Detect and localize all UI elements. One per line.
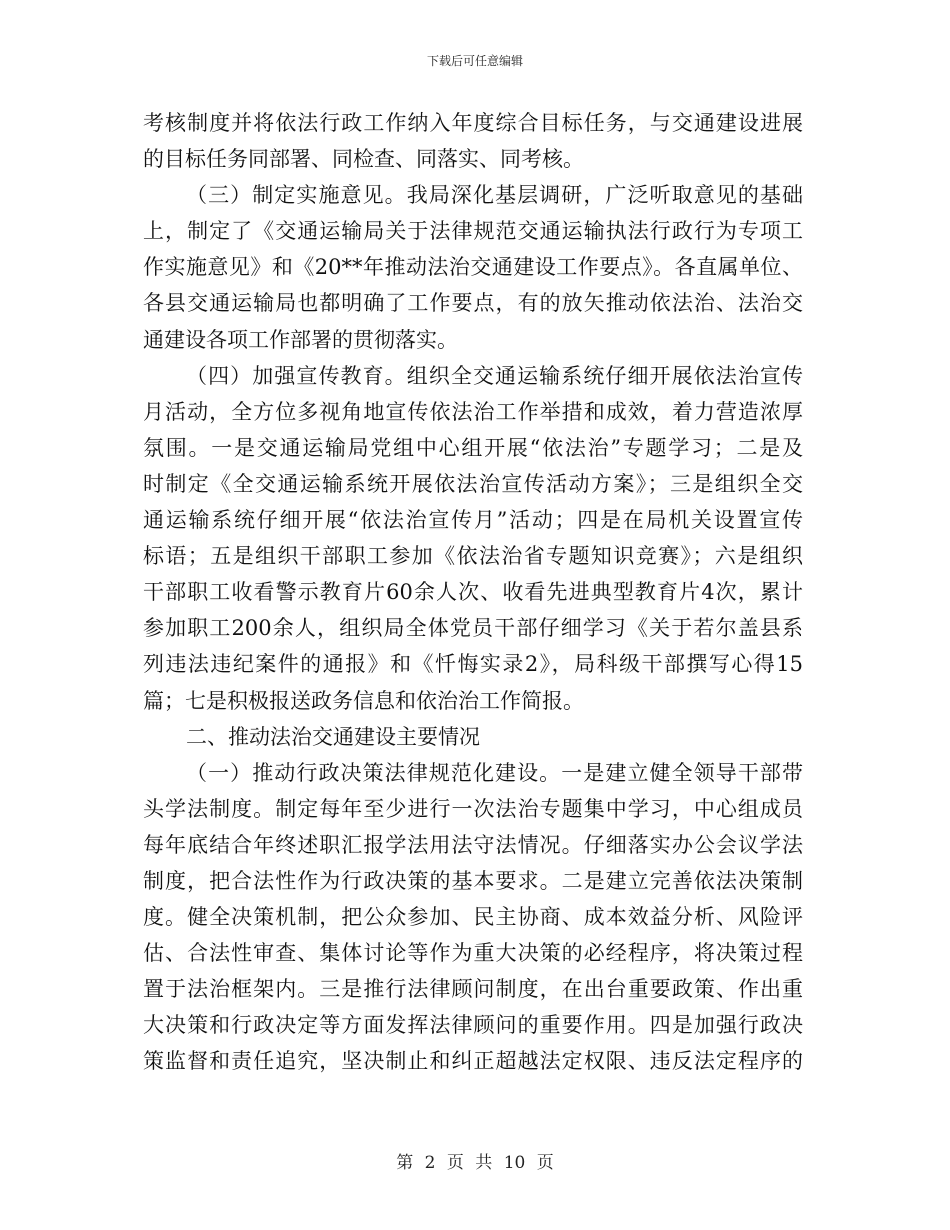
text-line: 通运输系统仔细开展“依法治宣传月”活动；四是在局机关设置宣传 bbox=[143, 508, 803, 533]
text-line: 上，制定了《交通运输局关于法律规范交通运输执法行政行为专项工 bbox=[143, 219, 803, 244]
text-line: 大决策和行政决定等方面发挥法律顾问的重要作用。四是加强行政决 bbox=[143, 1013, 803, 1038]
text-line: 考核制度并将依法行政工作纳入年度综合目标任务，与交通建设进展 bbox=[143, 111, 803, 135]
text-line: 置于法治框架内。三是推行法律顾问制度，在出台重要政策、作出重 bbox=[143, 977, 803, 1002]
section-heading: 二、推动法治交通建设主要情况 bbox=[186, 724, 480, 749]
page-footer: 第 2 页 共 10 页 bbox=[396, 1153, 554, 1173]
text-line: （三）制定实施意见。我局深化基层调研，广泛听取意见的基础 bbox=[186, 183, 803, 208]
text-line: 氛围。一是交通运输局党组中心组开展“依法治”专题学习；二是及 bbox=[143, 435, 803, 460]
text-line: 参加职工200余人，组织局全体党员干部仔细学习《关于若尔盖县系 bbox=[143, 616, 803, 641]
text-line: 篇；七是积极报送政务信息和依治治工作简报。 bbox=[143, 688, 584, 713]
document-body bbox=[143, 105, 803, 1080]
text-line: （一）推动行政决策法律规范化建设。一是建立健全领导干部带 bbox=[186, 760, 803, 785]
text-line: 估、合法性审查、集体讨论等作为重大决策的必经程序，将决策过程 bbox=[143, 941, 803, 966]
text-line: 干部职工收看警示教育片60余人次、收看先进典型教育片4次，累计 bbox=[143, 580, 803, 605]
text-line: 标语；五是组织干部职工参加《依法治省专题知识竞赛》；六是组织 bbox=[143, 544, 803, 569]
text-line: 制度，把合法性作为行政决策的基本要求。二是建立完善依法决策制 bbox=[143, 868, 803, 893]
text-line: 列违法违纪案件的通报》和《忏悔实录2》，局科级干部撰写心得15 bbox=[143, 652, 803, 677]
text-line: 月活动，全方位多视角地宣传依法治工作举措和成效，着力营造浓厚 bbox=[143, 399, 803, 424]
text-line: 的目标任务同部署、同检查、同落实、同考核。 bbox=[143, 147, 584, 172]
text-line: 度。健全决策机制，把公众参加、民主协商、成本效益分析、风险评 bbox=[143, 905, 803, 930]
text-line: 时制定《全交通运输系统开展依法治宣传活动方案》；三是组织全交 bbox=[143, 471, 803, 496]
page-header: 下载后可任意编辑 bbox=[426, 54, 523, 68]
text-line: 作实施意见》和《20**年推动法治交通建设工作要点》。各直属单位、 bbox=[143, 255, 803, 280]
text-line: 通建设各项工作部署的贯彻落实。 bbox=[143, 327, 458, 352]
text-line: 每年底结合年终述职汇报学法用法守法情况。仔细落实办公会议学法 bbox=[143, 832, 803, 857]
text-line: 各县交通运输局也都明确了工作要点，有的放矢推动依法治、法治交 bbox=[143, 291, 803, 316]
text-line: 头学法制度。制定每年至少进行一次法治专题集中学习，中心组成员 bbox=[143, 796, 803, 821]
text-line: （四）加强宣传教育。组织全交通运输系统仔细开展依法治宣传 bbox=[186, 363, 803, 388]
text-line: 策监督和责任追究，坚决制止和纠正超越法定权限、违反法定程序的 bbox=[143, 1049, 803, 1074]
